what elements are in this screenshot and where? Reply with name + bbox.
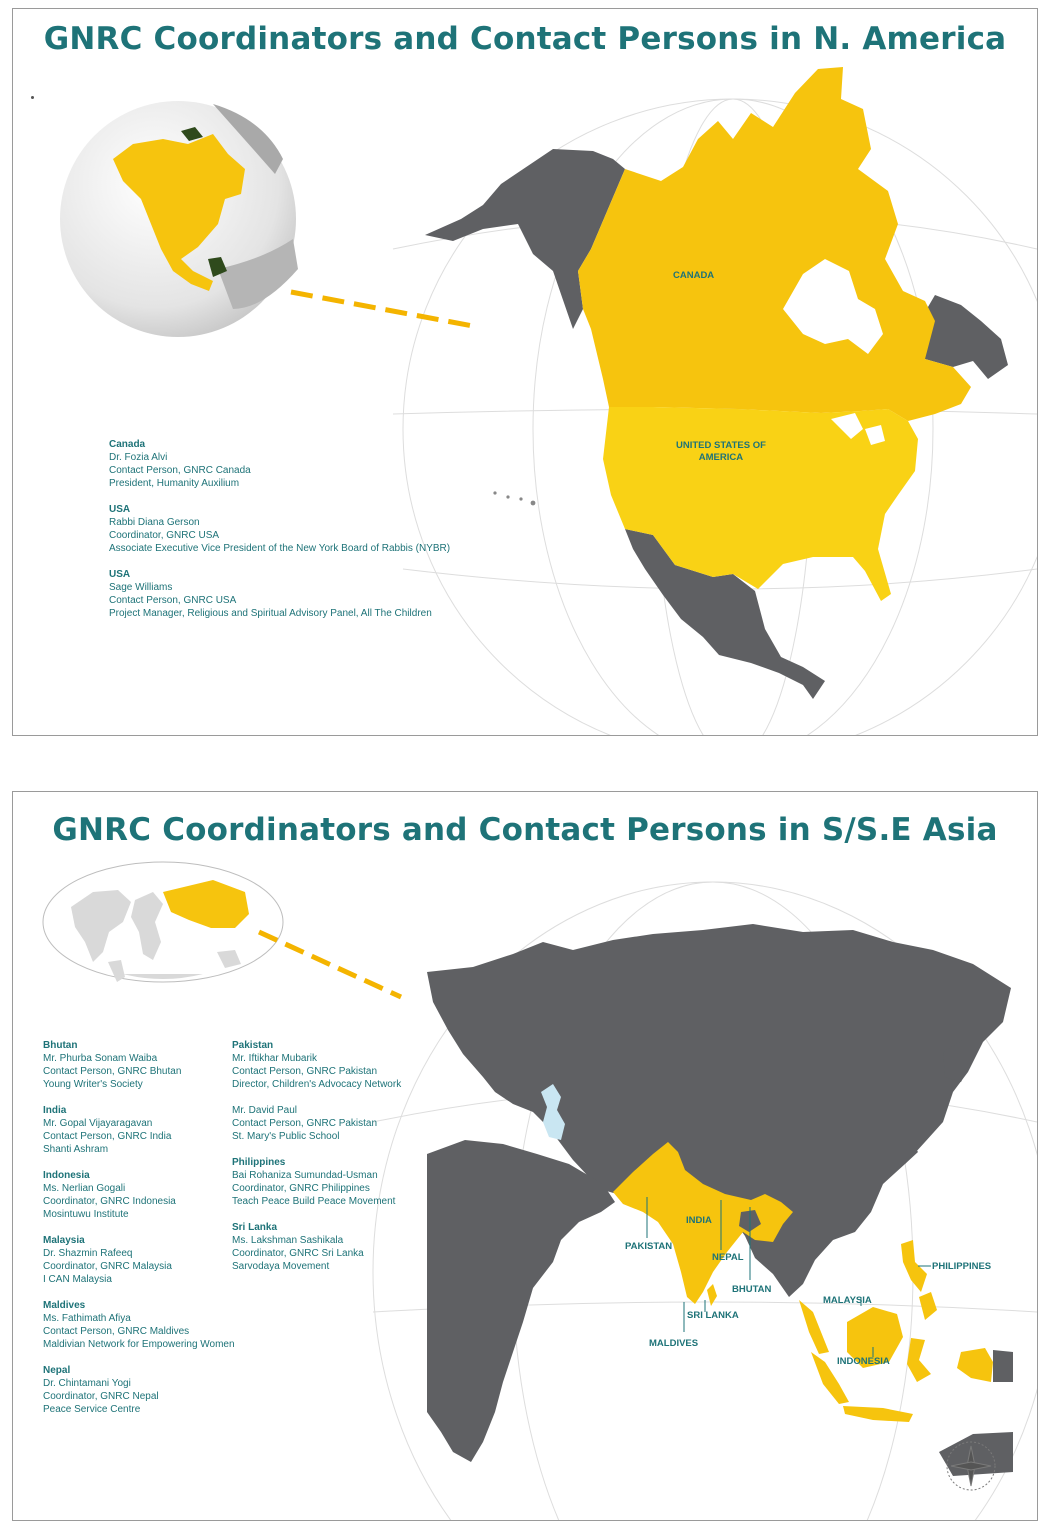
contact-country: Canada — [109, 439, 146, 450]
contact-entry — [43, 1104, 235, 1156]
papua-shape — [957, 1348, 993, 1382]
contact-entry — [232, 1156, 401, 1208]
contact-name: Dr. Chintamani Yogi — [43, 1378, 131, 1389]
contact-name: Mr. David Paul — [232, 1105, 298, 1116]
contact-entry — [43, 1169, 235, 1221]
map-label-malaysia: MALAYSIA — [823, 1295, 872, 1306]
contact-organization: Maldivian Network for Empowering Women — [43, 1339, 235, 1350]
contact-name: Mr. Phurba Sonam Waiba — [43, 1053, 158, 1064]
contact-entry — [43, 1364, 235, 1416]
contact-country: India — [43, 1105, 67, 1116]
map-label-canada: CANADA — [673, 270, 715, 281]
map-label-philippines: PHILIPPINES — [932, 1261, 992, 1272]
asia-leader-line — [259, 932, 401, 997]
contact-entry — [109, 438, 450, 490]
contact-country: Sri Lanka — [232, 1222, 278, 1233]
asia-panel — [12, 791, 1038, 1521]
contact-role: Coordinator, GNRC Philippines — [232, 1183, 370, 1194]
map-label-usa — [676, 440, 766, 464]
contact-name: Ms. Lakshman Sashikala — [232, 1235, 344, 1246]
contact-name: Dr. Fozia Alvi — [109, 452, 168, 463]
contact-name: Rabbi Diana Gerson — [109, 517, 200, 528]
contact-organization: Sarvodaya Movement — [232, 1261, 330, 1272]
asia-contacts-col1 — [43, 1039, 235, 1429]
contact-entry — [43, 1299, 235, 1351]
contact-organization: Project Manager, Religious and Spiritual Advisory Panel, All The Children — [109, 608, 432, 619]
map-label-usa-line2: AMERICA — [698, 452, 744, 463]
contact-organization: Associate Executive Vice President of the New York Board of Rabbis (NYBR) — [109, 543, 451, 554]
contact-country: Nepal — [43, 1365, 71, 1376]
map-label-sri-lanka: SRI LANKA — [687, 1310, 739, 1321]
na-contacts-list — [109, 438, 450, 633]
asia-panel-title: GNRC Coordinators and Contact Persons in S/S.E Asia — [52, 812, 998, 848]
contact-role: Contact Person, GNRC Bhutan — [43, 1066, 182, 1077]
java-shape — [843, 1406, 913, 1422]
contact-role: Contact Person, GNRC USA — [109, 595, 237, 606]
contact-role: Contact Person, GNRC Pakistan — [232, 1066, 378, 1077]
contact-country: Bhutan — [43, 1040, 78, 1051]
contact-organization: I CAN Malaysia — [43, 1274, 112, 1285]
contact-organization: President, Humanity Auxilium — [109, 478, 240, 489]
contact-country: USA — [109, 504, 131, 515]
contact-country: Philippines — [232, 1157, 286, 1168]
contact-country: Pakistan — [232, 1040, 274, 1051]
contact-name: Dr. Shazmin Rafeeq — [43, 1248, 133, 1259]
sulawesi-shape — [907, 1338, 931, 1382]
contact-organization: Peace Service Centre — [43, 1404, 141, 1415]
contact-country: Malaysia — [43, 1235, 85, 1246]
contact-role: Coordinator, GNRC Malaysia — [43, 1261, 172, 1272]
map-label-india: INDIA — [686, 1215, 712, 1226]
contact-entry — [43, 1039, 235, 1091]
stray-dot — [31, 96, 34, 99]
africa-arabia-shape — [427, 1140, 615, 1462]
map-label-pakistan: PAKISTAN — [625, 1241, 673, 1252]
map-label-indonesia: INDONESIA — [837, 1356, 890, 1367]
contact-role: Coordinator, GNRC Sri Lanka — [232, 1248, 364, 1259]
contact-organization: St. Mary's Public School — [232, 1131, 340, 1142]
map-label-usa-line1: UNITED STATES OF — [676, 440, 766, 451]
sri-lanka-shape — [707, 1284, 717, 1306]
na-inset-globe — [60, 101, 298, 337]
na-panel-title: GNRC Coordinators and Contact Persons in N. America — [43, 21, 1007, 57]
contact-organization: Shanti Ashram — [43, 1144, 109, 1155]
malaysia-shape — [799, 1300, 829, 1354]
contact-role: Contact Person, GNRC India — [43, 1131, 172, 1142]
contact-role: Coordinator, GNRC USA — [109, 530, 220, 541]
contact-role: Contact Person, GNRC Pakistan — [232, 1118, 378, 1129]
contact-role: Coordinator, GNRC Nepal — [43, 1391, 159, 1402]
contact-role: Contact Person, GNRC Maldives — [43, 1326, 190, 1337]
contact-organization: Mosintuwu Institute — [43, 1209, 129, 1220]
contact-entry — [109, 568, 450, 620]
contact-name: Mr. Iftikhar Mubarik — [232, 1053, 318, 1064]
contact-country: Maldives — [43, 1300, 86, 1311]
contact-role: Coordinator, GNRC Indonesia — [43, 1196, 176, 1207]
contact-entry — [232, 1104, 401, 1143]
map-label-bhutan: BHUTAN — [732, 1284, 772, 1295]
contact-entry — [43, 1234, 235, 1286]
contact-entry — [109, 503, 450, 555]
contact-country: Indonesia — [43, 1170, 90, 1181]
asia-contacts-col2 — [232, 1039, 401, 1286]
na-leader-line — [291, 292, 473, 326]
contact-name: Ms. Nerlian Gogali — [43, 1183, 126, 1194]
contact-name: Ms. Fathimath Afiya — [43, 1313, 131, 1324]
canada-shape — [578, 67, 971, 421]
map-label-nepal: NEPAL — [712, 1252, 744, 1263]
contact-entry — [232, 1039, 401, 1091]
contact-role: Contact Person, GNRC Canada — [109, 465, 251, 476]
contact-country: USA — [109, 569, 131, 580]
contact-name: Mr. Gopal Vijayaragavan — [43, 1118, 153, 1129]
contact-name: Bai Rohaniza Sumundad-Usman — [232, 1170, 378, 1181]
contact-name: Sage Williams — [109, 582, 173, 593]
contact-organization: Young Writer's Society — [43, 1079, 143, 1090]
north-america-panel — [12, 8, 1038, 736]
contact-entry — [232, 1221, 401, 1273]
contact-organization: Director, Children's Advocacy Network — [232, 1079, 402, 1090]
asia-inset-world-map — [43, 862, 283, 982]
contact-organization: Teach Peace Build Peace Movement — [232, 1196, 396, 1207]
map-label-maldives: MALDIVES — [649, 1338, 699, 1349]
